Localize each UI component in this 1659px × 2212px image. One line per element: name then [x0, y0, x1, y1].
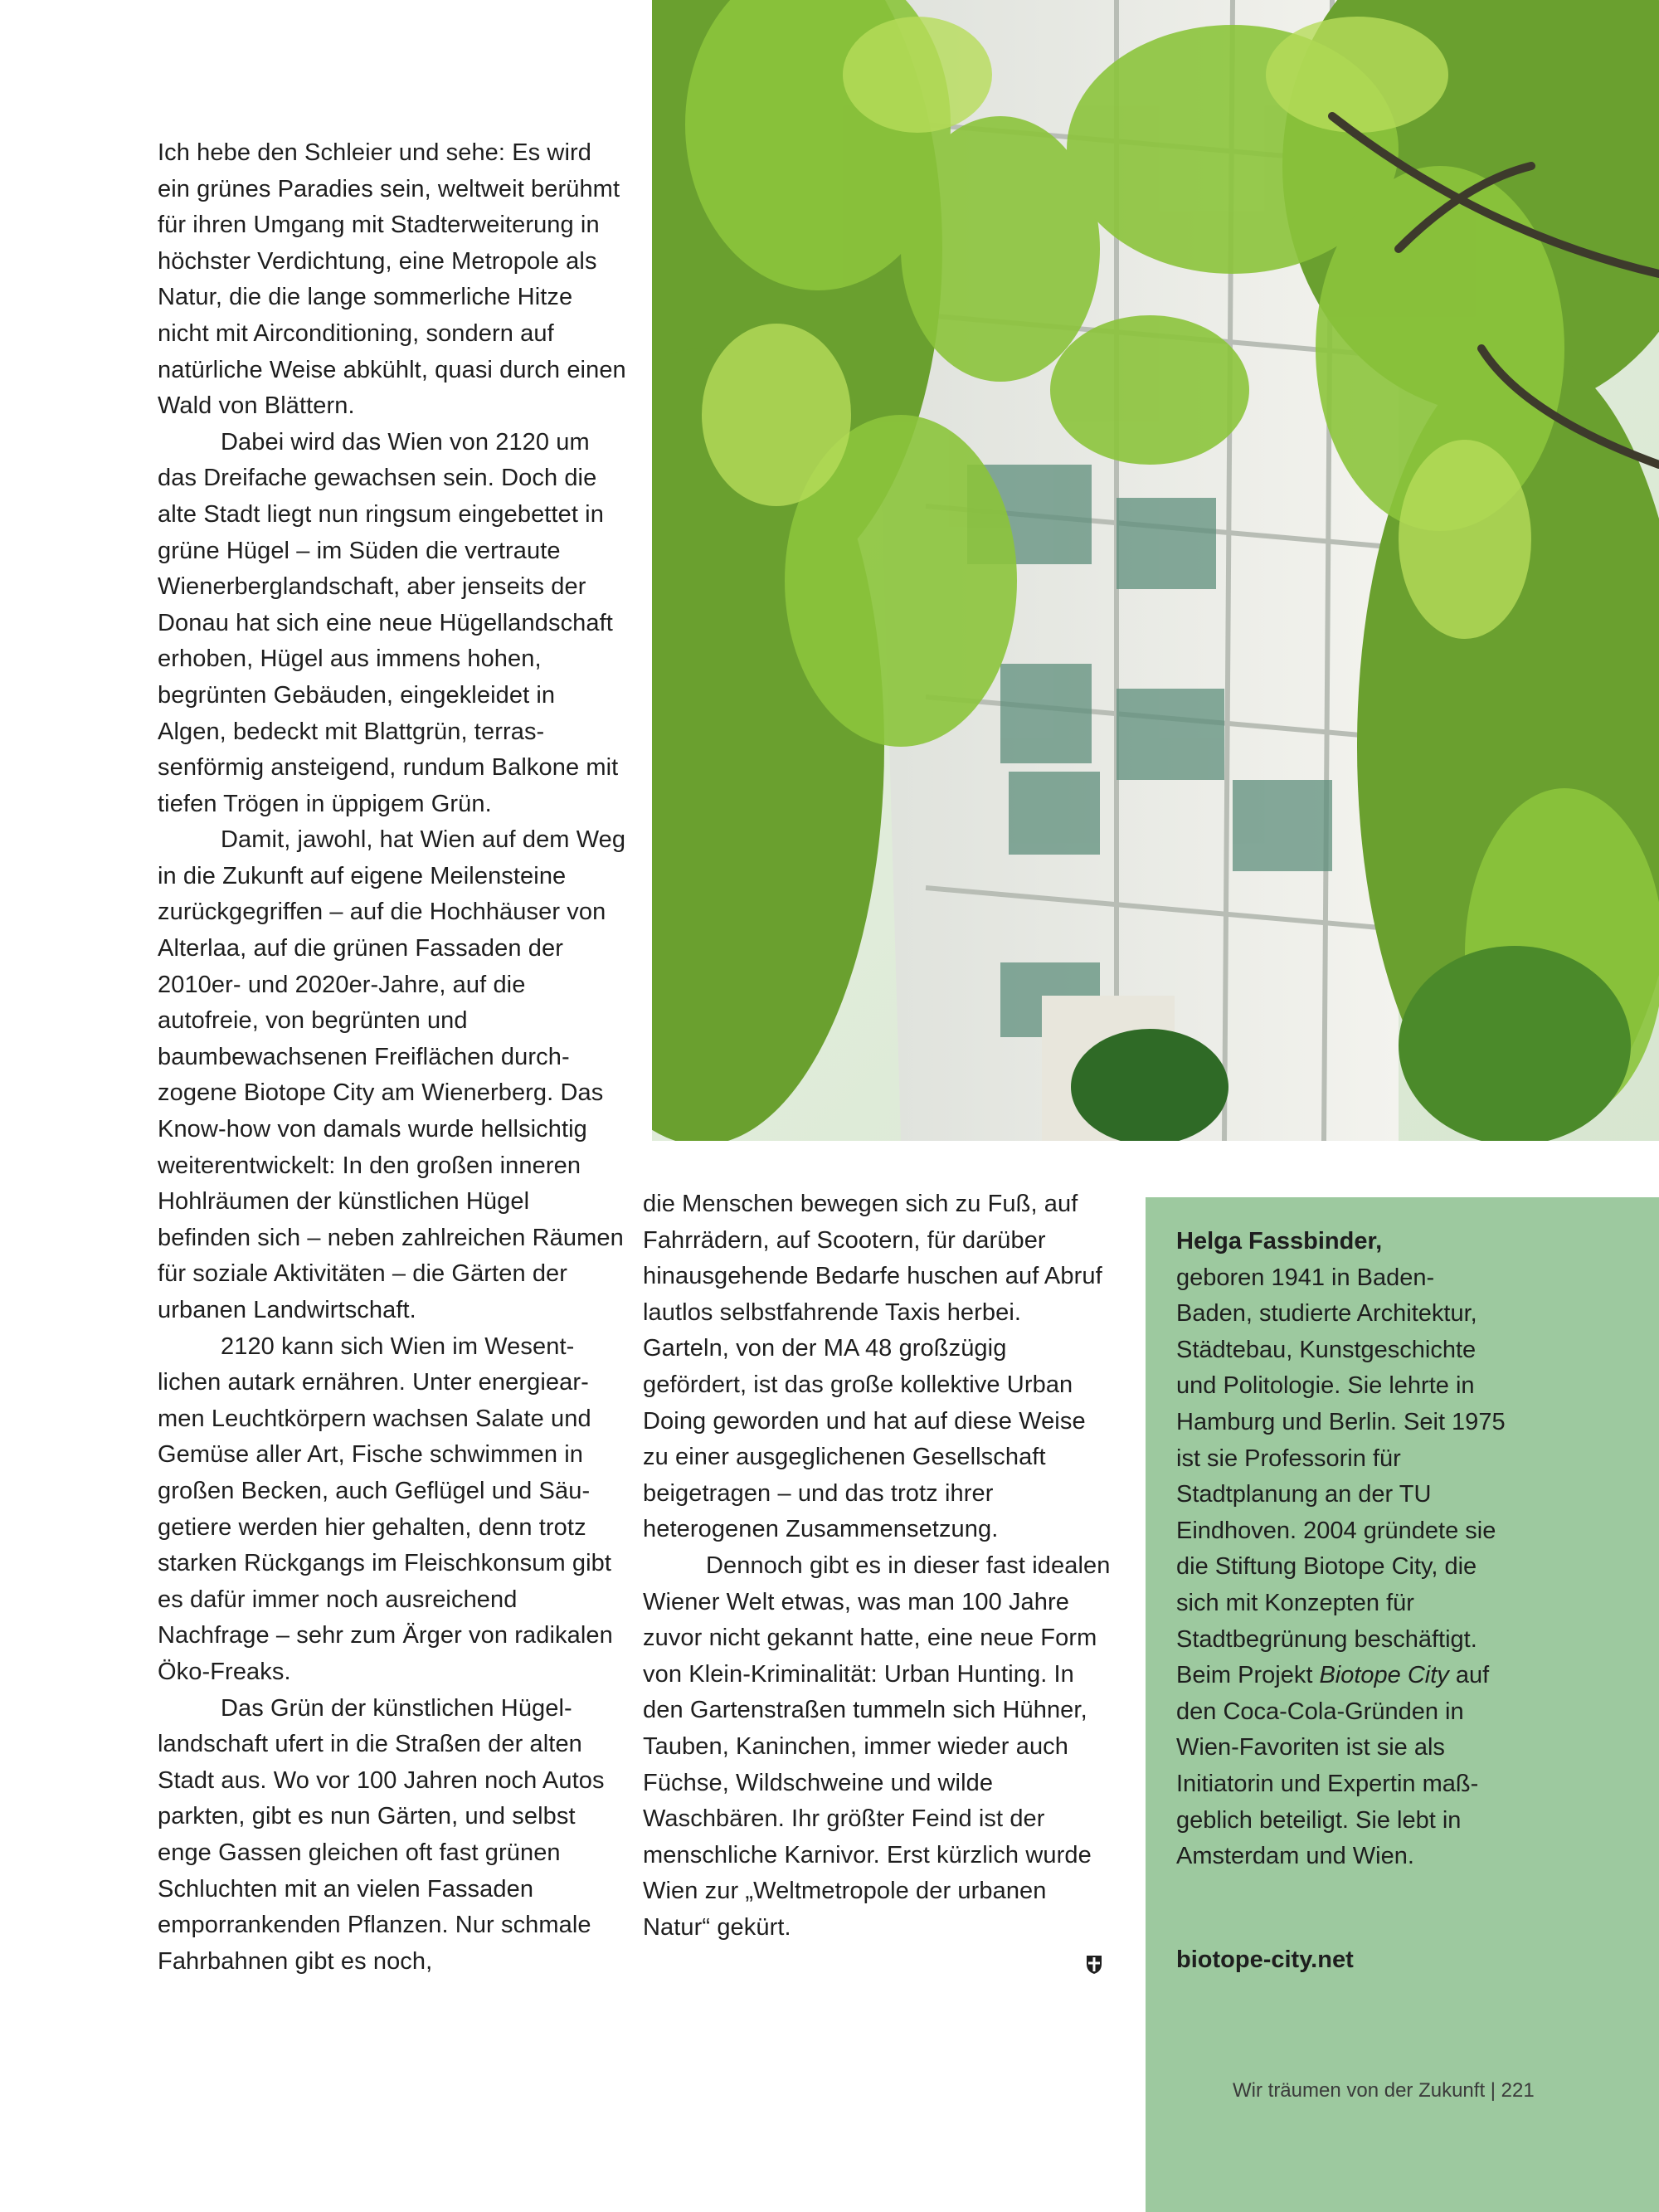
paragraph: Dabei wird das Wien von 2120 um das Dreifache gewachsen sein. Doch die alte Stadt liegt nun ringsum eingebettet in grüne Hügel – im Süden die vertraute Wienerberglandschaft, aber jenseits der Donau hat sich eine neue Hügellandschaft erhoben, Hügel aus immens hohen, begrünten Gebäuden, eingekleidet in Algen, bedeckt mit Blattgrün, terrassenförmig ansteigend, rundum Balkone mit tiefen Trögen in üppigem Grün. [158, 428, 619, 817]
bio-text: auf den Coca-Cola-Gründen in Wien-Favoriten ist sie als Initiatorin und Expertin maßgeblich beteiligt. Sie lebt in Amsterdam und Wien. [1176, 1662, 1490, 1870]
paragraph: 2120 kann sich Wien im Wesentlichen autark ernähren. Unter energiearmen Leuchtkörpern wachsen Salate und Gemüse aller Art, Fische schwimmen in großen Becken, auch Geflügel und Säugetiere werden hier gehalten, denn trotz starken Rückgangs im Fleischkonsum gibt es dafür immer noch ausreichend Nachfrage – sehr zum Ärger von radikalen Öko-Freaks. [158, 1333, 613, 1685]
project-name: Biotope City [1319, 1662, 1449, 1689]
vienna-shield-icon [1086, 1955, 1102, 1975]
paragraph: Ich hebe den Schleier und sehe: Es wird ein grünes Paradies sein, weltweit berühmt für ihren Umgang mit Stadterweiterung in höchster Verdichtung, eine Metropole als Natur, die die lange sommerliche Hitze nicht mit Airconditioning, sondern auf natürliche Weise abkühlt, quasi durch einen Wald von Blättern. [158, 139, 626, 420]
paragraph: Dennoch gibt es in dieser fast idealen Wiener Welt etwas, was man 100 Jahre zuvor nicht gekannt hatte, eine neue Form von Klein-Kriminalität: Urban Hunting. In den Gartenstraßen tummeln sich Hühner, Tauben, Kaninchen, immer wieder auch Füchse, Wildschweine und wilde Waschbären. Ihr größter Feind ist der menschliche Karnivor. Erst kürzlich wurde Wien zur „Weltmetropole der urbanen Natur“ gekürt. [643, 1552, 1111, 1941]
article-column-middle [643, 1186, 1112, 1946]
paragraph: Damit, jawohl, hat Wien auf dem Weg in die Zukunft auf eigene Meilensteine zurückgegriffen – auf die Hochhäuser von Alterlaa, auf die grünen Fassaden der 2010er- und 2020er-Jahre, auf die autofreie, von begrünten und baumbewachsenen Freiflächen durchzogene Biotope City am Wienerberg. Das Know-how von damals wurde hellsichtig weiterentwickelt: In den großen inneren Hohlräumen der künstlichen Hügel befinden sich – neben zahlreichen Räumen für soziale Aktivitäten – die Gärten der urbanen Landwirtschaft. [158, 826, 626, 1323]
article-column-left [158, 135, 626, 1980]
page-footer: Wir träumen von der Zukunft | 221 [1233, 2079, 1535, 2102]
author-bio [1176, 1224, 1508, 1875]
paragraph: die Menschen bewegen sich zu Fuß, auf Fahrrädern, auf Scootern, für darüber hinausgehende Bedarfe huschen auf Abruf lautlos selbstfahrende Taxis herbei. Garteln, von der MA 48 großzügig gefördert, ist das große kollektive Urban Doing geworden und hat auf diese Weise zu einer ausgeglichenen Gesellschaft beigetragen – und das trotz ihrer heterogenen Zusammensetzung. [643, 1191, 1102, 1543]
website-link[interactable]: biotope-city.net [1176, 1946, 1354, 1973]
bio-text: geboren 1941 in Baden-Baden, studierte Architektur, Städtebau, Kunstgeschichte und Politologie. Sie lehrte in Hamburg und Berlin. Seit 1975 ist sie Professorin für Stadtplanung an der TU Eindhoven. 2004 gründete sie die Stiftung Biotope City, die sich mit Konzepten für Stadtbegrünung beschäftigt. Beim Projekt [1176, 1264, 1506, 1689]
paragraph: Das Grün der künstlichen Hügellandschaft ufert in die Straßen der alten Stadt aus. Wo vor 100 Jahren noch Autos parkten, gibt es nun Gärten, und selbst enge Gassen gleichen oft fast grünen Schluchten mit an vielen Fassaden emporrankenden Pflanzen. Nur schmale Fahrbahnen gibt es noch, [158, 1694, 605, 1975]
building-photo [652, 0, 1659, 1141]
author-name: Helga Fassbinder, [1176, 1228, 1383, 1255]
